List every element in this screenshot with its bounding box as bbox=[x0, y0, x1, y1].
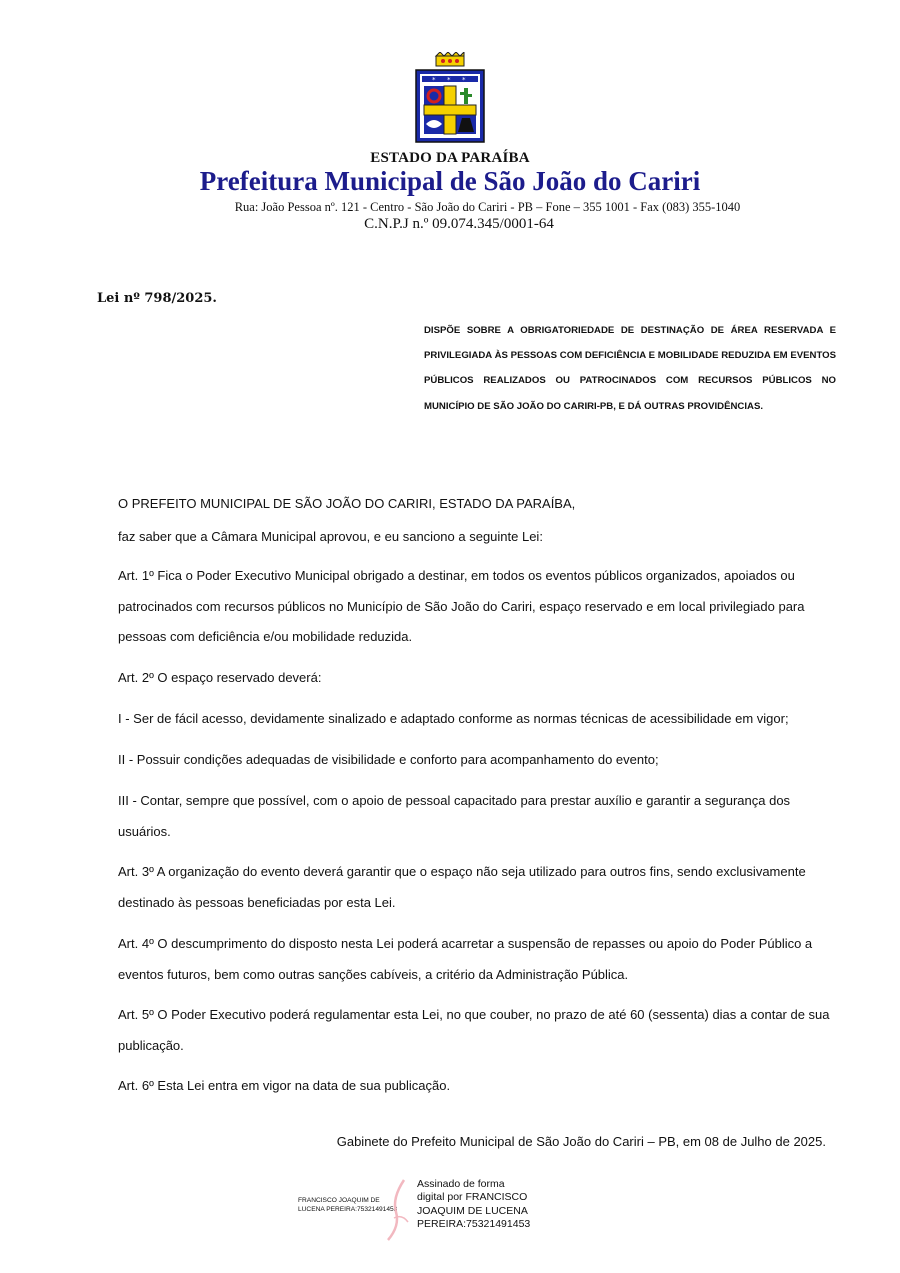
article-1: Art. 1º Fica o Poder Executivo Municipal obrigado a destinar, em todos os eventos públicos organizados, apoiados ou patrocinados com recursos públicos no Município de São João do Cariri, espaço reservado e em local privilegiado para pessoas com deficiência e/ou mobilidade reduzida. bbox=[118, 568, 805, 644]
prefeitura-address: Rua: João Pessoa nº. 121 - Centro - São João do Cariri - PB – Fone – 355 1001 - Fax (083) 355-1040 bbox=[234, 200, 741, 214]
signature-line-3: JOAQUIM DE LUCENA bbox=[417, 1204, 528, 1217]
signature-line-4: PEREIRA:75321491453 bbox=[417, 1218, 531, 1231]
municipal-coat-of-arms bbox=[410, 52, 490, 148]
svg-text:*: * bbox=[462, 76, 466, 84]
article-2-item-iii: III - Contar, sempre que possível, com o apoio de pessoal capacitado para prestar auxílio e garantir a segurança dos usuários. bbox=[118, 793, 791, 839]
signature-line-2: digital por FRANCISCO bbox=[417, 1191, 528, 1204]
signer-name-line-1: FRANCISCO JOAQUIM DE bbox=[298, 1197, 380, 1204]
state-name: ESTADO DA PARAÍBA bbox=[370, 150, 530, 166]
prefeitura-cnpj: C.N.P.J n.º 09.074.345/0001-64 bbox=[364, 216, 554, 232]
article-4: Art. 4º O descumprimento do disposto nesta Lei poderá acarretar a suspensão de repasses ou apoio do Poder Público a eventos futuros, bem como outras sanções cabíveis, a critério da Administração Pública. bbox=[118, 936, 813, 982]
article-2-item-i: I - Ser de fácil acesso, devidamente sinalizado e adaptado conforme as normas técnicas de acessibilidade em vigor; bbox=[118, 711, 789, 726]
signature-mark-icon bbox=[382, 1178, 412, 1242]
article-3: Art. 3º A organização do evento deverá garantir que o espaço não seja utilizado para outros fins, sendo exclusivamente destinado às pessoas beneficiadas por esta Lei. bbox=[118, 864, 806, 910]
signature-statement bbox=[417, 1178, 530, 1232]
article-5: Art. 5º O Poder Executivo poderá regulamentar esta Lei, no que couber, no prazo de até 60 (sessenta) dias a contar de sua publicação. bbox=[118, 1007, 830, 1053]
intro-line-1: O PREFEITO MUNICIPAL DE SÃO JOÃO DO CARIRI, ESTADO DA PARAÍBA, bbox=[118, 496, 576, 511]
intro-line-2: faz saber que a Câmara Municipal aprovou, e eu sanciono a seguinte Lei: bbox=[118, 529, 543, 544]
article-2: Art. 2º O espaço reservado deverá: bbox=[118, 670, 322, 685]
svg-text:*: * bbox=[447, 76, 451, 84]
digital-signature-block bbox=[298, 1178, 558, 1242]
signature-line-1: Assinado de forma bbox=[417, 1178, 505, 1190]
law-number: Lei nº 798/2025. bbox=[97, 291, 217, 306]
prefeitura-title: Prefeitura Municipal de São João do Cariri bbox=[199, 166, 701, 196]
signer-name-line-2: LUCENA PEREIRA:75321491453 bbox=[298, 1206, 398, 1213]
closing-statement: Gabinete do Prefeito Municipal de São João do Cariri – PB, em 08 de Julho de 2025. bbox=[336, 1134, 826, 1149]
article-2-item-ii: II - Possuir condições adequadas de visibilidade e conforto para acompanhamento do evento; bbox=[118, 752, 659, 767]
svg-text:*: * bbox=[432, 76, 436, 84]
article-6: Art. 6º Esta Lei entra em vigor na data de sua publicação. bbox=[118, 1078, 451, 1093]
law-ementa: DISPÕE SOBRE A OBRIGATORIEDADE DE DESTINAÇÃO DE ÁREA RESERVADA E PRIVILEGIADA ÀS PESSOAS COM DEFICIÊNCIA E MOBILIDADE REDUZIDA EM EVENTOS PÚBLICOS REALIZADOS OU PATROCINADOS COM RECURSOS PÚBLICOS NO MUNICÍPIO DE SÃO JOÃO DO CARIRI-PB, E DÁ OUTRAS PROVIDÊNCIAS. bbox=[424, 325, 836, 412]
